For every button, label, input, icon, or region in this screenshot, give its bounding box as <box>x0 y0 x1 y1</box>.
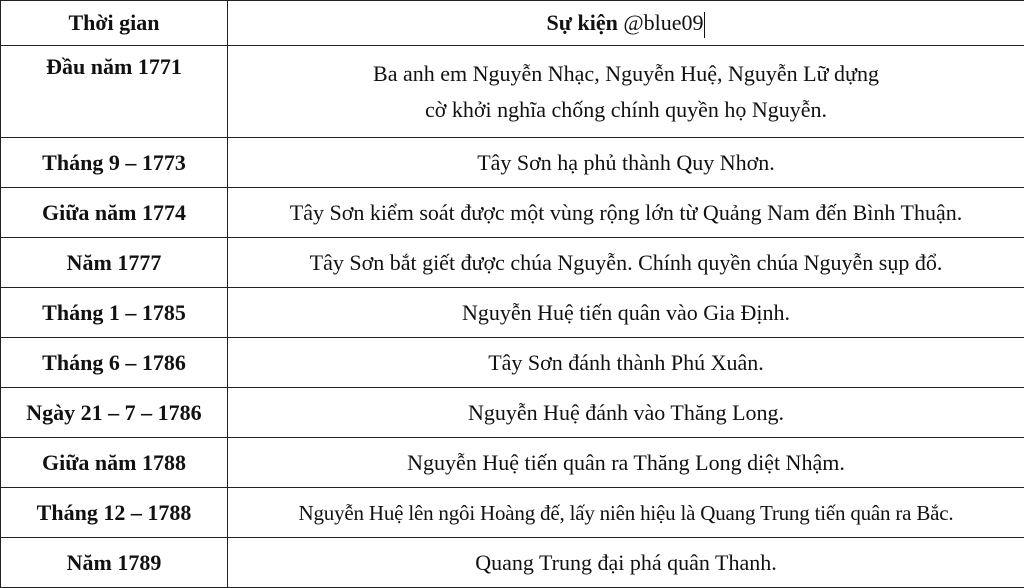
row-event: Nguyễn Huệ tiến quân vào Gia Định. <box>228 288 1024 338</box>
table-row <box>1 238 1024 288</box>
row-event: Quang Trung đại phá quân Thanh. <box>228 538 1024 588</box>
row-time: Tháng 12 – 1788 <box>1 488 228 538</box>
table-row <box>1 338 1024 388</box>
row-time: Tháng 1 – 1785 <box>1 288 228 338</box>
header-event-label: Sự kiện <box>547 10 618 35</box>
row-time: Giữa năm 1774 <box>1 188 228 238</box>
row-time: Tháng 9 – 1773 <box>1 138 228 188</box>
table-row <box>1 288 1024 338</box>
row-event: Tây Sơn đánh thành Phú Xuân. <box>228 338 1024 388</box>
row-time: Đầu năm 1771 <box>1 46 228 138</box>
table-row <box>1 188 1024 238</box>
row-event: Ba anh em Nguyễn Nhạc, Nguyễn Huệ, Nguyễn Lữ dựng cờ khởi nghĩa chống chính quyền họ Nguyễn. <box>228 46 1024 138</box>
row-time: Năm 1777 <box>1 238 228 288</box>
table-row <box>1 438 1024 488</box>
table-row <box>1 138 1024 188</box>
table-row <box>1 388 1024 438</box>
row-event: Nguyễn Huệ tiến quân ra Thăng Long diệt Nhậm. <box>228 438 1024 488</box>
row-event: Nguyễn Huệ đánh vào Thăng Long. <box>228 388 1024 438</box>
text-cursor <box>704 12 705 38</box>
table-header-row <box>1 1 1024 46</box>
row-event: Tây Sơn kiểm soát được một vùng rộng lớn từ Quảng Nam đến Bình Thuận. <box>228 188 1024 238</box>
header-time: Thời gian <box>1 1 228 46</box>
header-handle: @blue09 <box>623 10 703 35</box>
row-event: Tây Sơn hạ phủ thành Quy Nhơn. <box>228 138 1024 188</box>
table-row <box>1 538 1024 588</box>
row-time: Năm 1789 <box>1 538 228 588</box>
row-time: Ngày 21 – 7 – 1786 <box>1 388 228 438</box>
table-row <box>1 46 1024 138</box>
table-row <box>1 488 1024 538</box>
row-time: Tháng 6 – 1786 <box>1 338 228 388</box>
header-event[interactable] <box>228 1 1024 46</box>
row-event: Nguyễn Huệ lên ngôi Hoàng đế, lấy niên hiệu là Quang Trung tiến quân ra Bắc. <box>228 488 1024 538</box>
row-time: Giữa năm 1788 <box>1 438 228 488</box>
row-event: Tây Sơn bắt giết được chúa Nguyễn. Chính quyền chúa Nguyễn sụp đổ. <box>228 238 1024 288</box>
